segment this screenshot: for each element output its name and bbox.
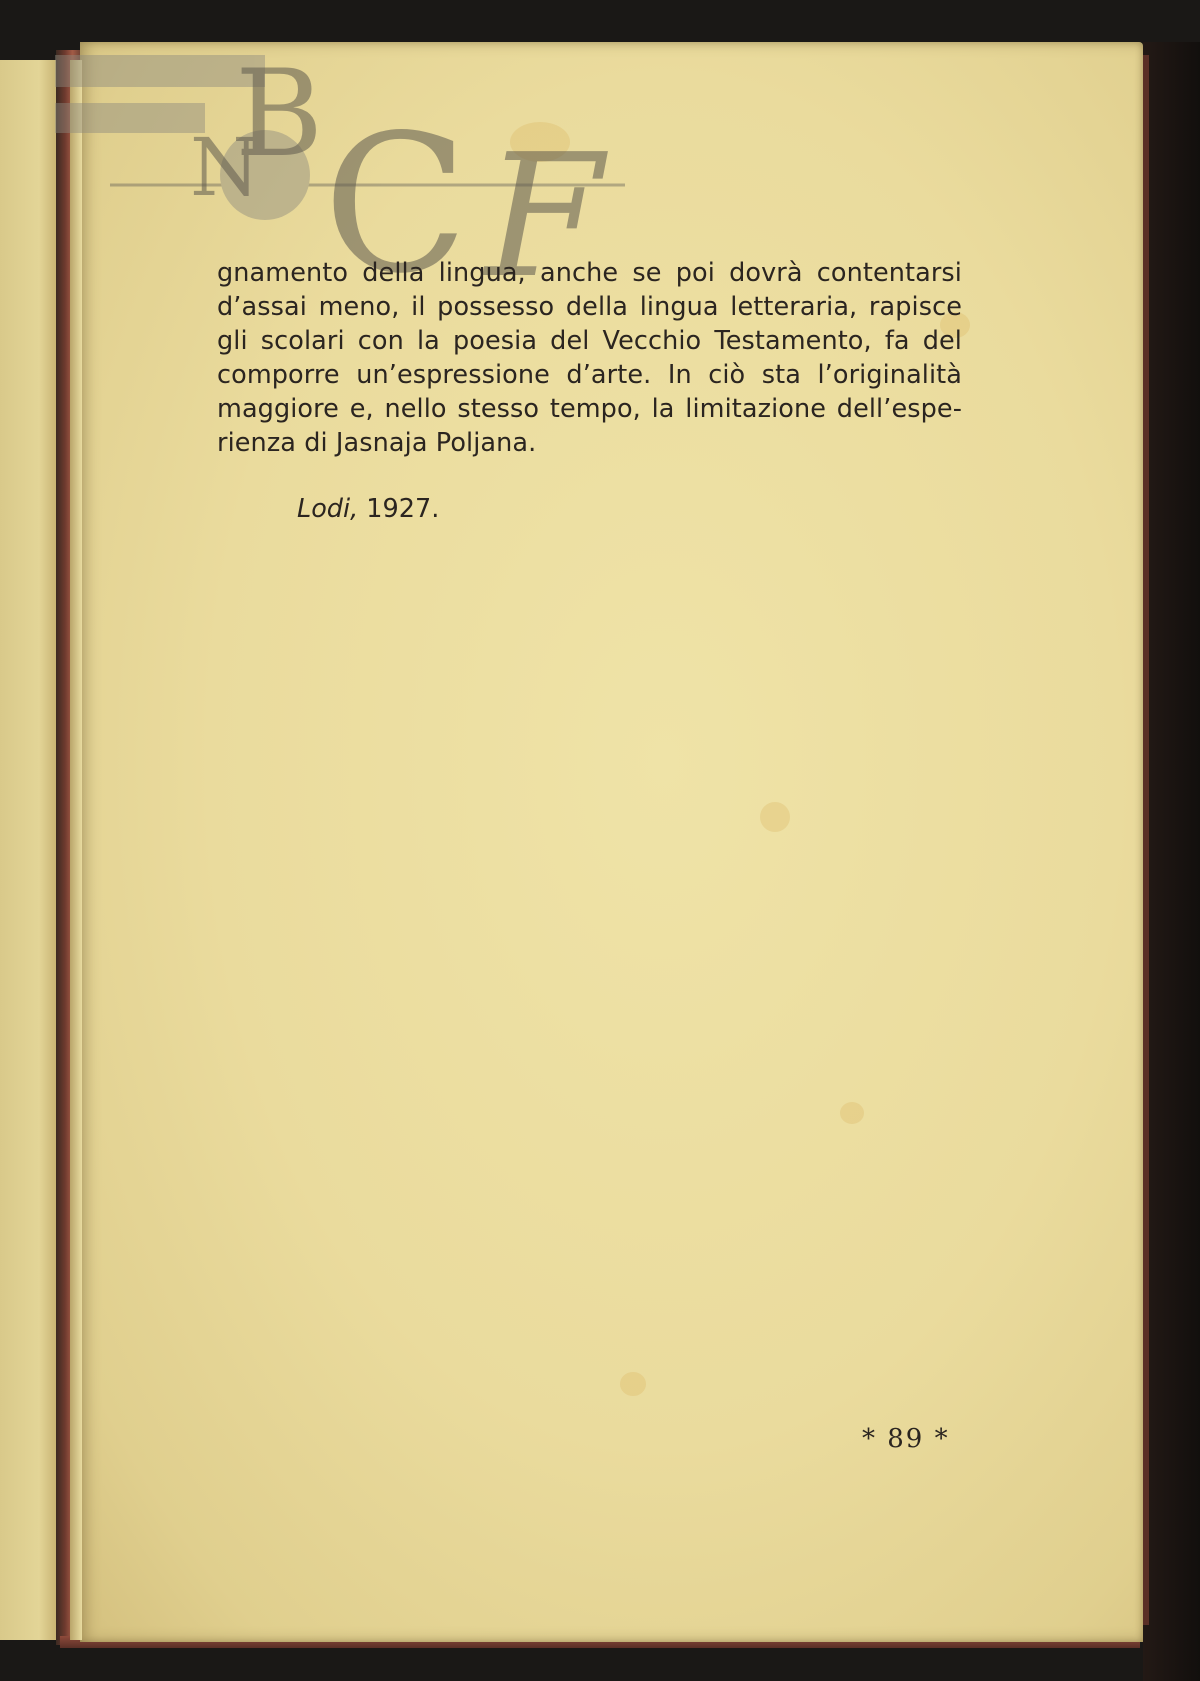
page-number: * 89 *	[862, 1424, 950, 1454]
watermark-letter-b: B	[235, 45, 324, 184]
page-body-text	[217, 256, 962, 460]
text-line: comporre un’espressione d’arte. In ciò sta l’originalità	[217, 360, 962, 390]
cover-cloth-edge	[1143, 55, 1149, 1625]
signature-place: Lodi,	[297, 494, 359, 524]
book-cover-right	[1143, 42, 1200, 1681]
text-line: maggiore e, nello stesso tempo, la limitazione dell’espe-	[217, 394, 962, 424]
text-line: rienza di Jasnaja Poljana.	[217, 428, 537, 458]
text-line: d’assai meno, il possesso della lingua letteraria, rapisce	[217, 292, 962, 322]
previous-page-edge	[0, 60, 56, 1640]
text-line: gli scolari con la poesia del Vecchio Testamento, fa del	[217, 326, 962, 356]
paper-stain	[760, 802, 790, 832]
paper-stain	[620, 1372, 646, 1396]
watermark-letter-n: N	[190, 121, 260, 214]
watermark-letter-f: F	[485, 118, 603, 295]
place-and-date	[297, 494, 439, 524]
paper-stain	[840, 1102, 864, 1124]
watermark-letter-c: C	[323, 94, 469, 295]
text-line: gnamento della lingua, anche se poi dovrà contentarsi	[217, 258, 962, 288]
page-gutter	[70, 60, 82, 1640]
signature-year: 1927.	[366, 494, 440, 524]
